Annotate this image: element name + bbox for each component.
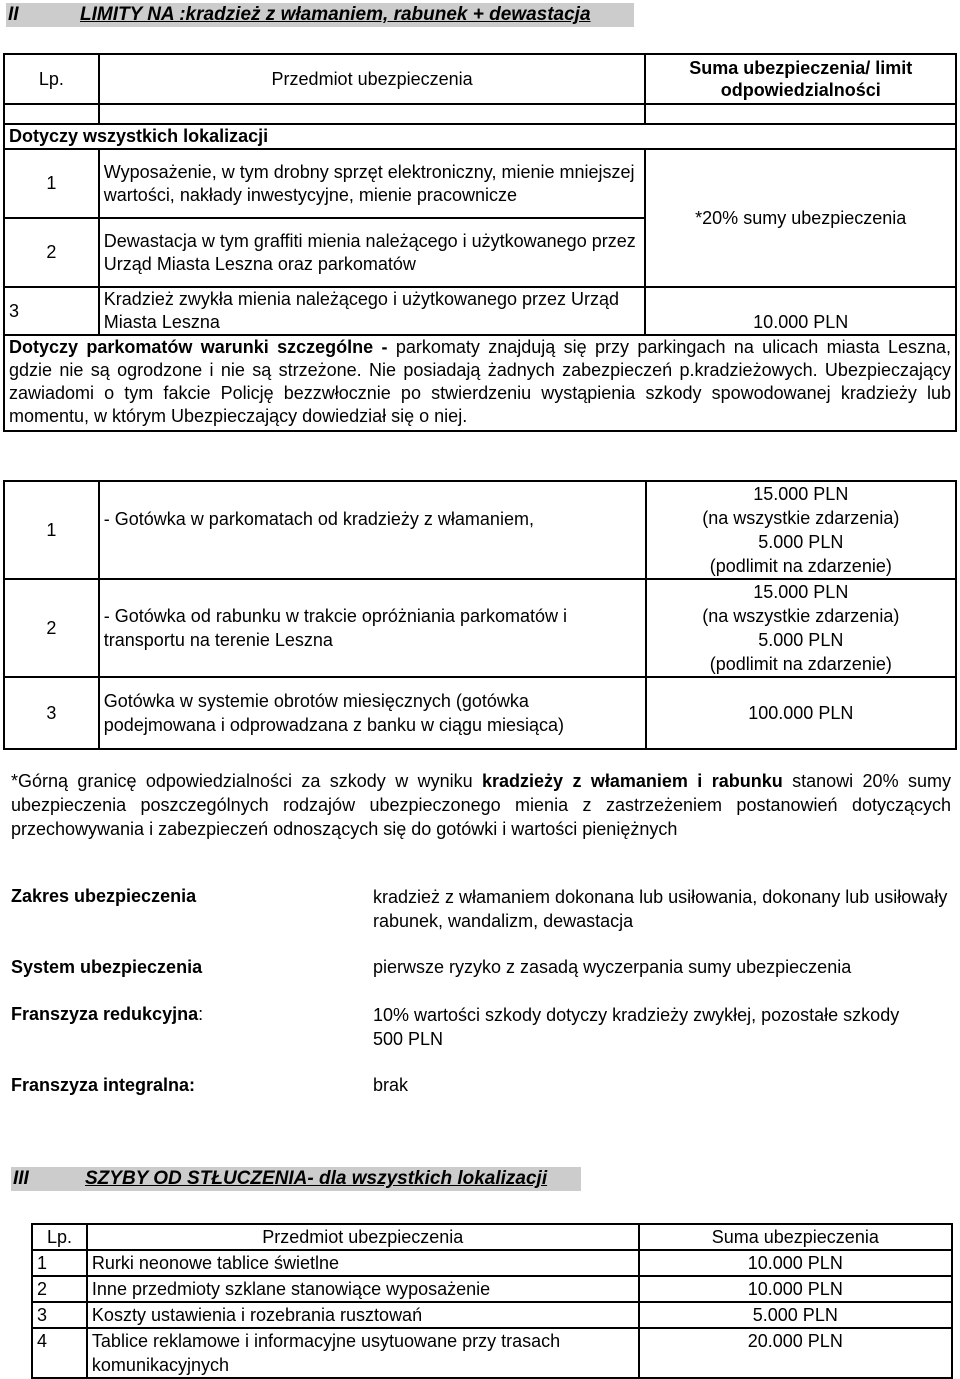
spacer-row: [4, 104, 956, 124]
table-header-row: [32, 1224, 952, 1250]
row-sum: 5.000 PLN: [639, 1302, 952, 1328]
row-subject: Tablice reklamowe i informacyjne usytuowane przy trasach komunikacyjnych: [87, 1328, 639, 1378]
row-lp: 1: [4, 481, 99, 579]
row-subject: - Gotówka od rabunku w trakcie opróżniania parkomatów i transportu na terenie Leszna: [99, 579, 646, 677]
header-sum: Suma ubezpieczenia: [639, 1224, 952, 1250]
row-subject: - Gotówka w parkomatach od kradzieży z włamaniem,: [99, 481, 646, 579]
term-value-deductible: 10% wartości szkody dotyczy kradzieży zwykłej, pozostałe szkody 500 PLN: [373, 1005, 900, 1049]
limit-line: 15.000 PLN: [753, 484, 849, 504]
table-row: [4, 677, 956, 749]
parking-note-text: parkomaty znajdują się przy parkingach na ulicach miasta Leszna, gdzie nie są ogrodzone i nie są strzeżone. Nie posiadają żadnych zabezpieczeń p.kradzieżowych. Ubezpieczający zawiadomi o tym fakcie Policję bezzwłocznie po stwierdzeniu wystąpienia szkody spowodowanej kradzieży lub momentu, w którym Ubezpieczający dowiedział się o niej.: [9, 337, 951, 426]
table-header-row: [4, 54, 956, 104]
row-sum: 10.000 PLN: [639, 1250, 952, 1276]
limit-line: (na wszystkie zdarzenia): [702, 606, 900, 626]
row-sum: 10.000 PLN: [645, 287, 956, 335]
table-row: [4, 149, 956, 218]
limit-line: (podlimit na zdarzenie): [709, 556, 892, 576]
row-subject: Koszty ustawienia i rozebrania rusztowań: [87, 1302, 639, 1328]
term-label-system: System ubezpieczenia: [11, 957, 203, 977]
header-subject: Przedmiot ubezpieczenia: [87, 1224, 639, 1250]
limit-line: (podlimit na zdarzenie): [709, 654, 892, 674]
footnote: [11, 769, 951, 841]
table-row: [32, 1250, 952, 1276]
header-lp: Lp.: [32, 1224, 87, 1250]
row-subject: Inne przedmioty szklane stanowiące wyposażenie: [87, 1276, 639, 1302]
row-limit: [646, 481, 956, 579]
row-sum: 10.000 PLN: [639, 1276, 952, 1302]
section-2-heading: LIMITY NA :kradzież z włamaniem, rabunek + dewastacja: [80, 4, 591, 25]
limit-line: 15.000 PLN: [753, 582, 849, 602]
footnote-bold: kradzieży z włamaniem i rabunku: [482, 771, 783, 791]
footnote-part2: stanowi 20% sumy ubezpieczenia poszczególnych rodzajów ubezpieczonego mienia z zastrzeżeniem postanowień dotyczących przechowywania i zabezpieczeń odnoszących się do gotówki i wartości pieniężnych: [11, 771, 951, 839]
parking-note: [4, 335, 956, 431]
limit-line: 5.000 PLN: [758, 532, 844, 552]
row-lp: 3: [32, 1302, 87, 1328]
table-row: [32, 1302, 952, 1328]
row-lp: 1: [4, 149, 99, 218]
row-subject: Kradzież zwykła mienia należącego i użytkowanego przez Urząd Miasta Leszna: [99, 287, 646, 335]
term-value-franchise: brak: [373, 1075, 409, 1095]
header-sum: Suma ubezpieczenia/ limit odpowiedzialności: [645, 54, 956, 104]
row-lp: 3: [4, 287, 99, 335]
row-subject: Wyposażenie, w tym drobny sprzęt elektroniczny, mienie mniejszej wartości, nakłady inwestycyjne, mienie pracownicze: [99, 149, 646, 218]
row-limit: [646, 579, 956, 677]
table-row: [4, 579, 956, 677]
parking-note-row: [4, 335, 956, 431]
row-lp: 1: [32, 1250, 87, 1276]
section-3-title: [11, 1167, 581, 1191]
parking-note-bold: Dotyczy parkomatów warunki szczególne -: [9, 337, 388, 357]
row-limit: [646, 677, 956, 749]
row-sum: 20.000 PLN: [639, 1328, 952, 1378]
group-row: [4, 124, 956, 149]
row-lp: 2: [4, 579, 99, 677]
table-row: [4, 287, 956, 335]
limits-table: [3, 53, 957, 432]
row-subject: Dewastacja w tym graffiti mienia należącego i użytkowanego przez Urząd Miasta Leszna oraz parkomatów: [99, 218, 646, 287]
group-label: Dotyczy wszystkich lokalizacji: [4, 124, 956, 149]
row-lp: 3: [4, 677, 99, 749]
cash-limits-table: [3, 480, 957, 750]
header-subject: Przedmiot ubezpieczenia: [99, 54, 646, 104]
row-subject: Rurki neonowe tablice świetlne: [87, 1250, 639, 1276]
section-2-title: [6, 3, 634, 27]
term-label-scope: Zakres ubezpieczenia: [11, 886, 197, 906]
limit-line: 100.000 PLN: [748, 703, 854, 723]
table-row: [32, 1328, 952, 1378]
section-2-number: II: [8, 4, 19, 25]
section-3-heading: SZYBY OD STŁUCZENIA- dla wszystkich lokalizacji: [85, 1168, 548, 1189]
row-lp: 4: [32, 1328, 87, 1378]
limit-line: (na wszystkie zdarzenia): [702, 508, 900, 528]
glass-table: [31, 1223, 953, 1379]
row-lp: 2: [4, 218, 99, 287]
limit-line: 5.000 PLN: [758, 630, 844, 650]
row-lp: 2: [32, 1276, 87, 1302]
term-label-deductible: Franszyza redukcyjna:: [11, 1004, 204, 1024]
term-value-scope: kradzież z włamaniem dokonana lub usiłowania, dokonany lub usiłowały rabunek, wandalizm, dewastacja: [373, 887, 948, 931]
term-value-system: pierwsze ryzyko z zasadą wyczerpania sumy ubezpieczenia: [373, 957, 852, 977]
table-row: [4, 481, 956, 579]
table-row: [32, 1276, 952, 1302]
term-label-franchise: Franszyza integralna:: [11, 1075, 196, 1095]
row-subject: Gotówka w systemie obrotów miesięcznych (gotówka podejmowana i odprowadzana z banku w ciągu miesiąca): [99, 677, 646, 749]
section-3-number: III: [13, 1168, 29, 1189]
footnote-part1: *Górną granicę odpowiedzialności za szkody w wyniku: [11, 771, 483, 791]
header-lp: Lp.: [4, 54, 99, 104]
row-sum: *20% sumy ubezpieczenia: [645, 149, 956, 287]
